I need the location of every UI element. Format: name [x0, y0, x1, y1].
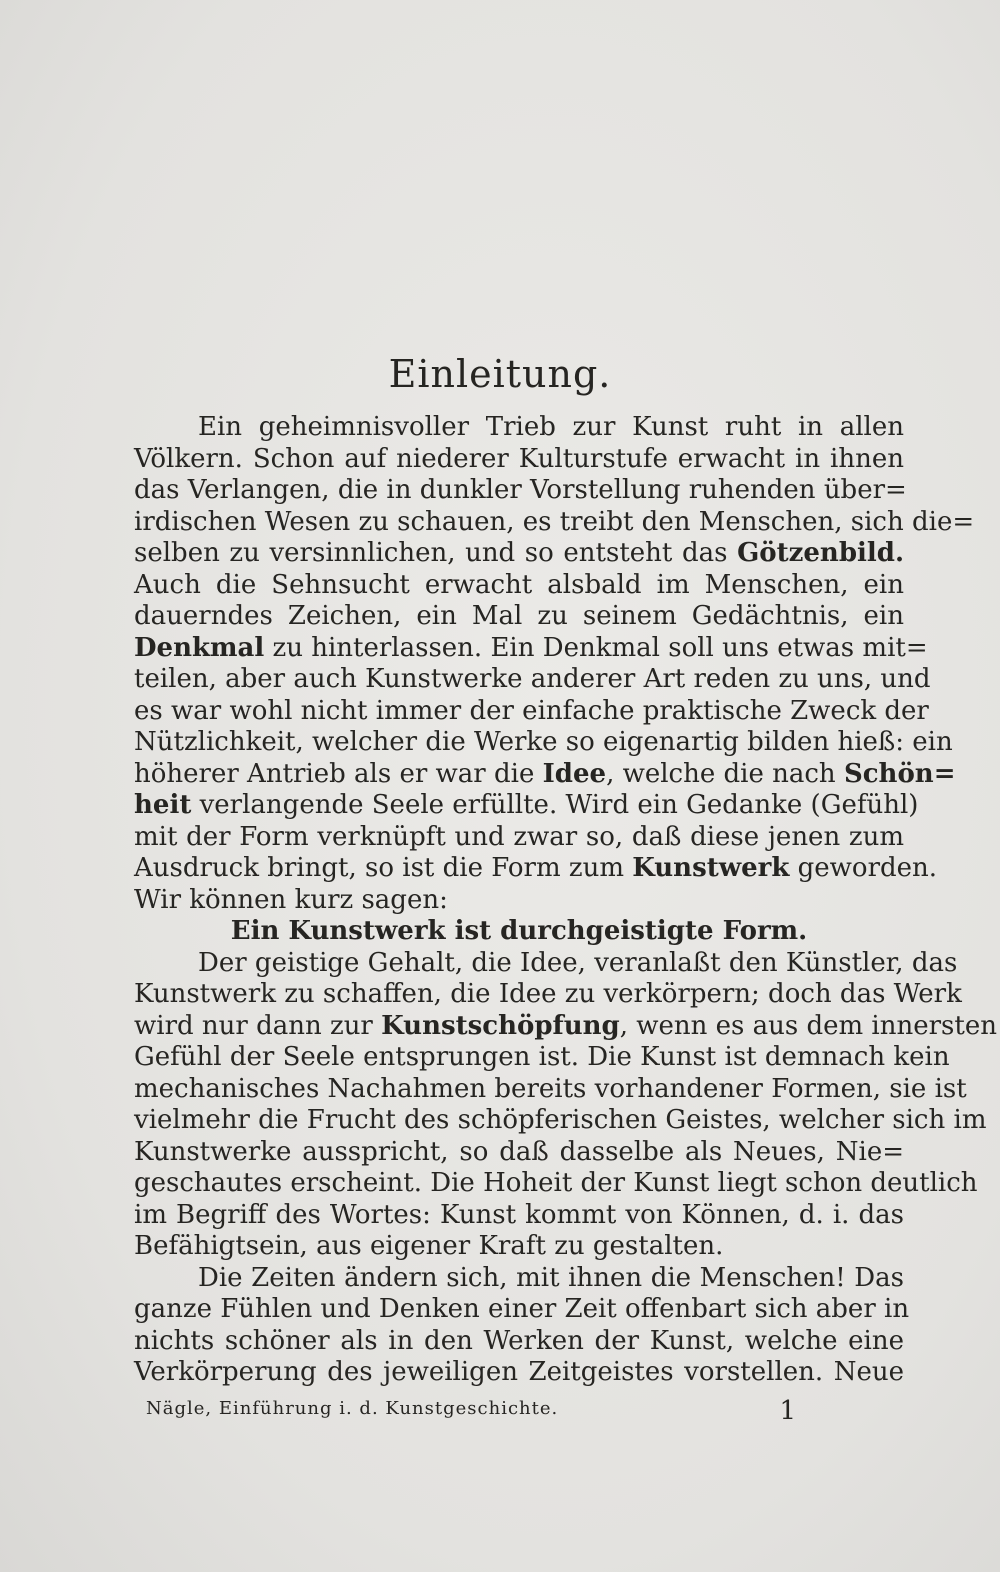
text-line [134, 1231, 904, 1263]
text-line [134, 1263, 904, 1295]
text-line [134, 1326, 904, 1358]
text-run: , welche die nach [606, 758, 844, 789]
body-text [134, 412, 997, 1389]
text-line [134, 885, 904, 917]
text-line [134, 601, 904, 633]
text-run: im Begriff des Wortes: Kunst kommt von Können, d. i. das [134, 1199, 904, 1230]
running-title: Nägle, Einführung i. d. Kunstgeschichte. [146, 1398, 559, 1419]
text-line [134, 853, 938, 885]
text-run: nichts schöner als in den Werken der Kunst, welche eine [134, 1325, 904, 1356]
text-run: , wenn es aus dem innersten [619, 1010, 997, 1041]
text-run: Verkörperung des jeweiligen Zeitgeistes vorstellen. Neue [134, 1357, 904, 1387]
text-run: mit der Form verknüpft und zwar so, daß diese jenen zum [134, 821, 904, 852]
text-run: Nützlichkeit, welcher die Werke so eigenartig bilden hieß: ein [134, 727, 953, 757]
text-line [134, 664, 931, 696]
text-line [134, 1168, 978, 1200]
emphasized-term: Götzenbild. [737, 538, 904, 568]
text-run: Der geistige Gehalt, die Idee, veranlaßt den Künstler, das [198, 947, 958, 978]
text-run: Auch die Sehnsucht erwacht alsbald im Menschen, ein [134, 569, 904, 600]
text-run: wird nur dann zur [134, 1010, 382, 1041]
text-line [134, 570, 904, 602]
text-line [134, 695, 929, 728]
text-run: irdischen Wesen zu schauen, es treibt den Menschen, sich die= [134, 506, 975, 537]
text-line [134, 947, 958, 980]
page-footer [146, 1398, 796, 1428]
text-line [134, 1137, 904, 1169]
emphasized-term: Denkmal [134, 632, 265, 663]
text-run: es war wohl nicht immer der einfache praktische Zweck der [134, 695, 929, 726]
text-run: verlangende Seele erfüllte. Wird ein Gedanke (Gefühl) [191, 790, 919, 820]
text-run: Ein geheimnisvoller Trieb zur Kunst ruht in allen [198, 412, 904, 442]
text-run: ganze Fühlen und Denken einer Zeit offenbart sich aber in [134, 1294, 910, 1324]
text-run: geschautes erscheint. Die Hoheit der Kunst liegt schon deutlich [134, 1168, 978, 1198]
text-line [134, 727, 953, 759]
emphasized-term: Idee [542, 758, 607, 789]
text-run: Kunstwerk zu schaffen, die Idee zu verkörpern; doch das Werk [134, 979, 962, 1009]
emphasized-term: Kunstschöpfung [381, 1010, 620, 1041]
text-run: zu hinterlassen. Ein Denkmal soll uns etwas mit= [264, 632, 928, 663]
text-line [134, 538, 904, 570]
text-line [134, 506, 975, 539]
text-run: höherer Antrieb als er war die [134, 758, 543, 789]
text-line [134, 1042, 950, 1074]
text-line [134, 1073, 967, 1106]
text-run: teilen, aber auch Kunstwerke anderer Art reden zu uns, und [134, 664, 931, 694]
text-line [134, 1105, 987, 1137]
text-run: vielmehr die Frucht des schöpferischen Geistes, welcher sich im [134, 1105, 987, 1135]
text-run: Ausdruck bringt, so ist die Form zum [134, 853, 633, 883]
page-number: 1 [779, 1396, 796, 1426]
text-line [134, 916, 904, 948]
text-line [134, 412, 904, 444]
text-line [134, 632, 928, 665]
text-line [134, 1010, 997, 1043]
emphasized-term: heit [134, 790, 192, 820]
text-line [134, 1294, 910, 1326]
text-run: Wir können kurz sagen: [134, 884, 448, 915]
text-run: Völkern. Schon auf niederer Kulturstufe erwacht in ihnen [134, 443, 904, 474]
text-line [134, 822, 904, 854]
emphasized-term: Schön= [843, 758, 956, 789]
emphasized-term: Kunstwerk [632, 853, 790, 883]
text-line [134, 758, 956, 791]
text-line [134, 1200, 904, 1232]
text-run: Die Zeiten ändern sich, mit ihnen die Menschen! Das [198, 1262, 904, 1293]
emphasized-term: Ein Kunstwerk ist durchgeistigte Form. [230, 916, 808, 946]
text-run: Gefühl der Seele entsprungen ist. Die Kunst ist demnach kein [134, 1042, 950, 1072]
text-line [134, 444, 904, 476]
text-run: Kunstwerke ausspricht, so daß dasselbe als Neues, Nie= [134, 1136, 904, 1167]
text-run: geworden. [789, 853, 938, 883]
text-run: dauerndes Zeichen, ein Mal zu seinem Gedächtnis, ein [134, 601, 904, 631]
text-line [134, 475, 907, 507]
text-run: mechanisches Nachahmen bereits vorhandener Formen, sie ist [134, 1073, 967, 1104]
text-run: selben zu versinnlichen, und so entsteht das [134, 538, 738, 568]
text-line [134, 790, 919, 822]
chapter-heading: Einleitung. [388, 352, 612, 396]
text-run: Befähigtsein, aus eigener Kraft zu gestalten. [134, 1231, 724, 1261]
text-run: das Verlangen, die in dunkler Vorstellung ruhenden über= [134, 475, 907, 505]
text-line [134, 1357, 904, 1389]
text-line [134, 979, 962, 1011]
